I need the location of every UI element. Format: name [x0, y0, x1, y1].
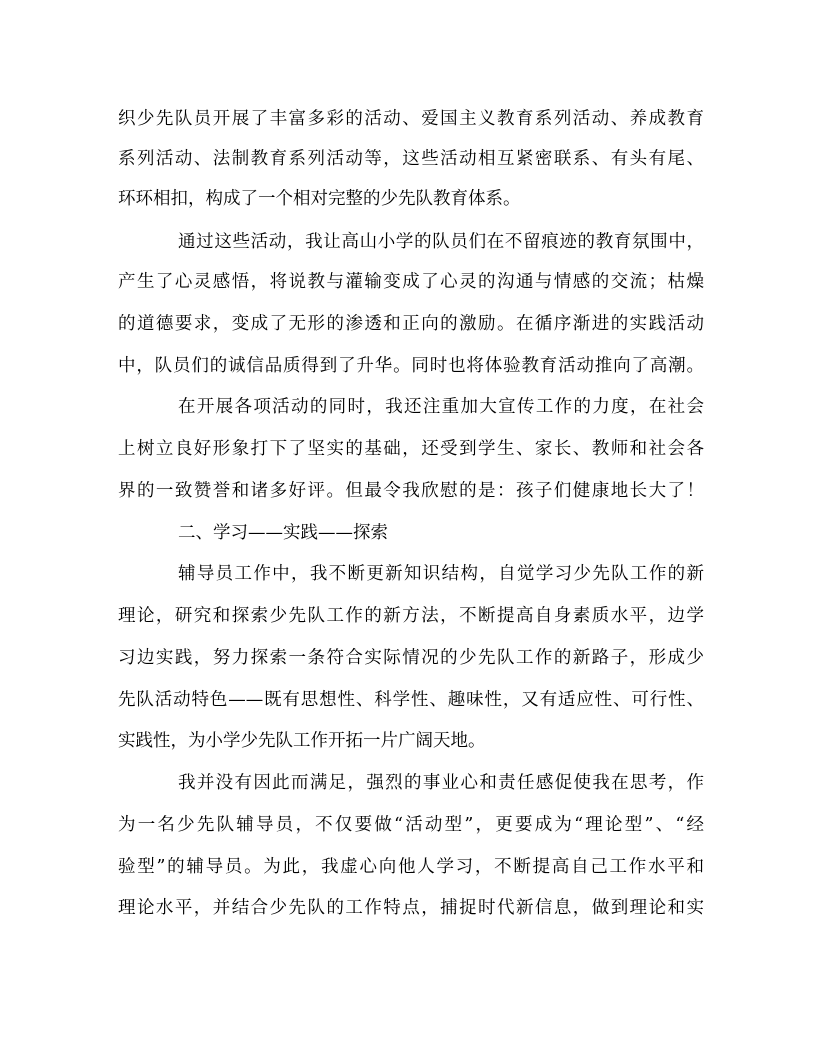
text-line: 先队活动特色——既有思想性、科学性、趣味性，又有适应性、可行性、	[118, 690, 704, 710]
text-line: 中，队员们的诚信品质得到了升华。同时也将体验教育活动推向了高潮。	[118, 356, 704, 376]
text-line: 实践性，为小学少先队工作开拓一片广阔天地。	[118, 731, 486, 751]
text-line: 辅导员工作中，我不断更新知识结构，自觉学习少先队工作的新	[178, 564, 704, 584]
text-line: 通过这些活动，我让高山小学的队员们在不留痕迹的教育氛围中，	[178, 232, 704, 252]
text-line: 验型”的辅导员。为此，我虚心向他人学习，不断提高自己工作水平和	[118, 857, 704, 877]
text-line: 在开展各项活动的同时，我还注重加大宣传工作的力度，在社会	[178, 397, 704, 417]
text-line: 为一名少先队辅导员，不仅要做“活动型”，更要成为“理论型”、“经	[118, 815, 704, 835]
section-heading: 二、学习——实践——探索	[178, 523, 388, 543]
text-line: 习边实践，努力探索一条符合实际情况的少先队工作的新路子，形成少	[118, 648, 704, 668]
text-line: 织少先队员开展了丰富多彩的活动、爱国主义教育系列活动、养成教育	[118, 109, 704, 129]
text-line: 系列活动、法制教育系列活动等，这些活动相互紧密联系、有头有尾、	[118, 149, 704, 169]
text-line: 我并没有因此而满足，强烈的事业心和责任感促使我在思考，作	[178, 773, 704, 793]
text-line: 产生了心灵感悟，将说教与灌输变成了心灵的沟通与情感的交流；枯燥	[118, 272, 704, 292]
text-line: 的道德要求，变成了无形的渗透和正向的激励。在循序渐进的实践活动	[118, 314, 704, 334]
text-line: 理论，研究和探索少先队工作的新方法，不断提高自身素质水平，边学	[118, 606, 704, 626]
text-line: 理论水平，并结合少先队的工作特点，捕捉时代新信息，做到理论和实	[118, 898, 704, 918]
text-line: 环环相扣，构成了一个相对完整的少先队教育体系。	[118, 189, 521, 209]
text-line: 界的一致赞誉和诸多好评。但最令我欣慰的是：孩子们健康地长大了！	[118, 481, 704, 501]
text-line: 上树立良好形象打下了坚实的基础，还受到学生、家长、教师和社会各	[118, 439, 704, 459]
